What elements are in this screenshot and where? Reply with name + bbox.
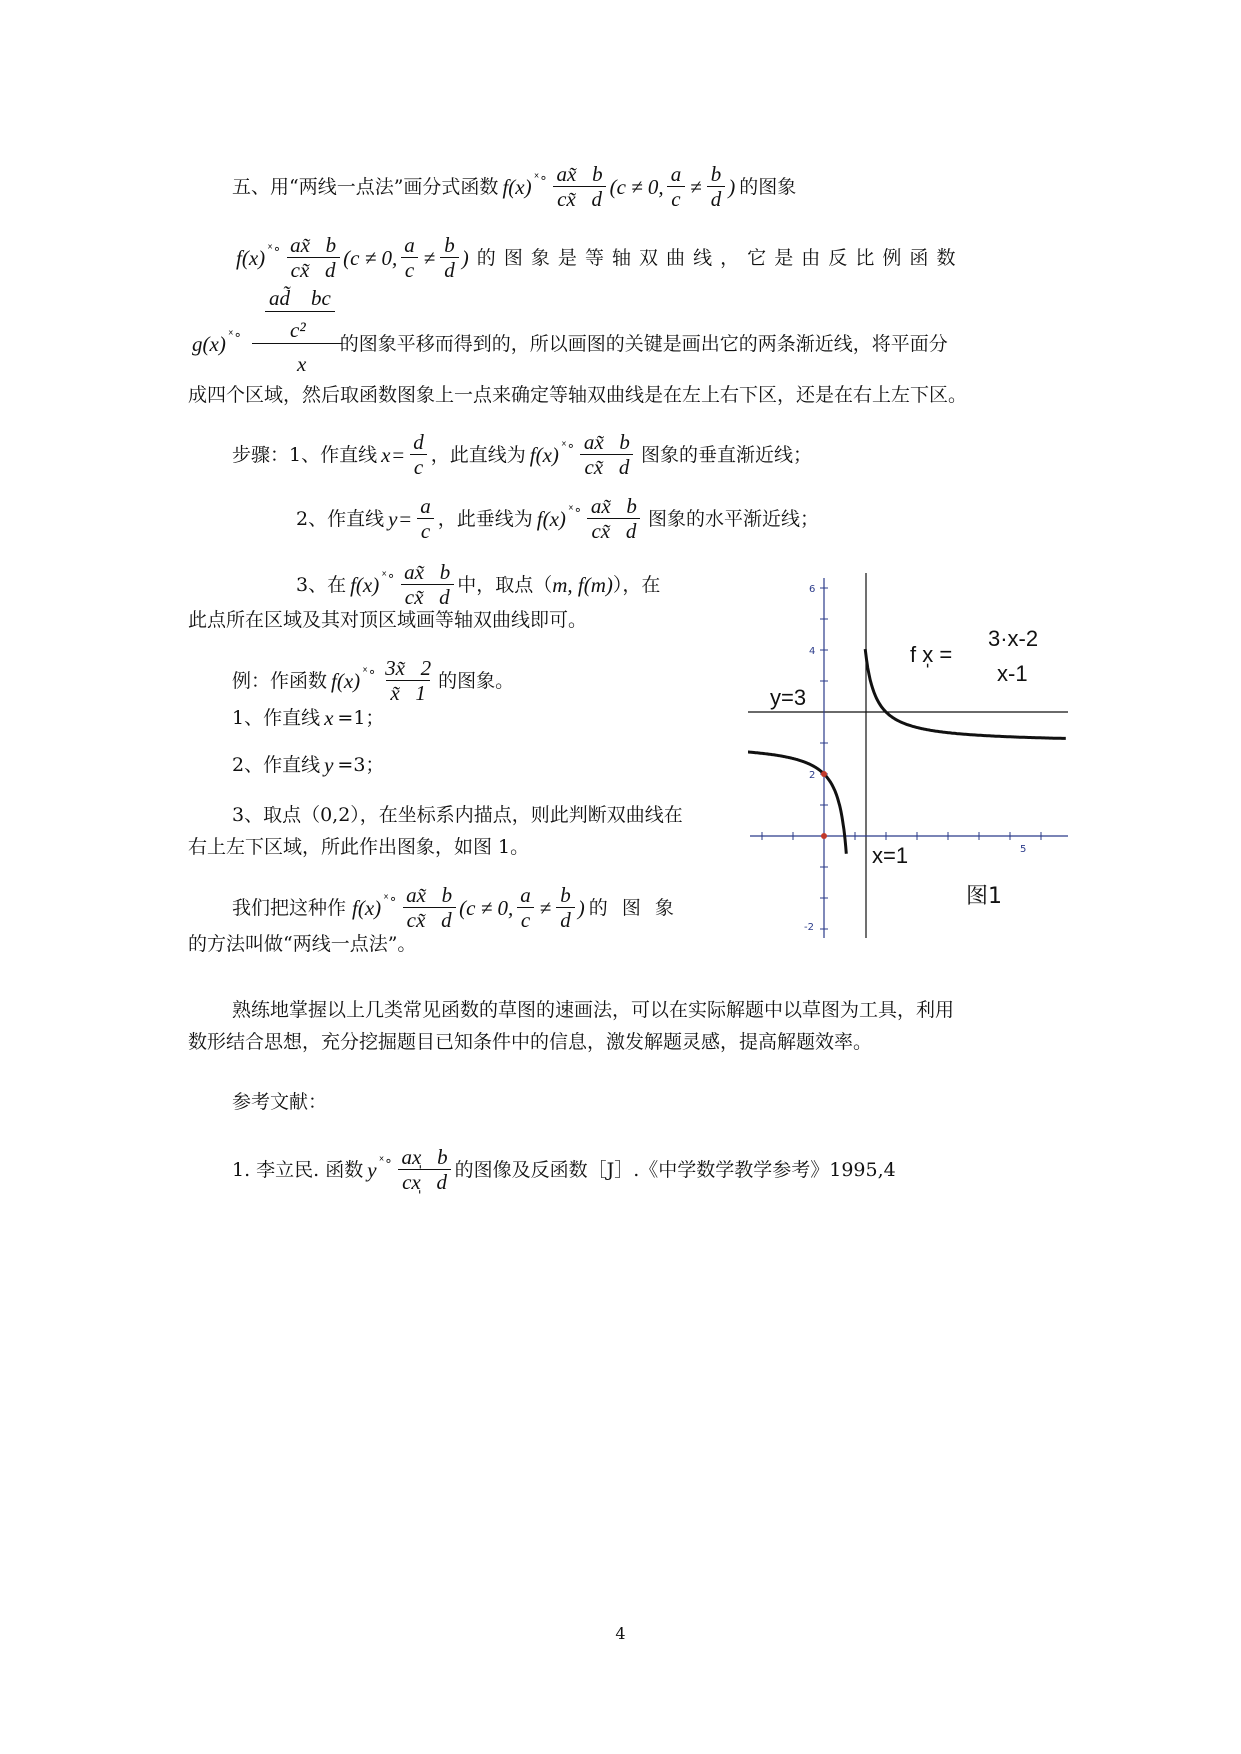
point-0-2 bbox=[821, 771, 827, 777]
fraction-ax-b: $\frac{ax̃ b}{cx̃ d}$ bbox=[587, 494, 641, 543]
label-y3: y=3 bbox=[770, 685, 807, 710]
method-line2: 的方法叫做“两线一点法”。 bbox=[188, 933, 417, 955]
fraction-ax-b: $\frac{ax̃ b}{cx̃ d}$ bbox=[580, 430, 634, 479]
figure-caption: 图1 bbox=[966, 884, 1002, 909]
para1-line1 bbox=[236, 233, 956, 282]
conclusion-line1: 熟练地掌握以上几类常见函数的草图的速画法，可以在实际解题中以草图为工具，利用 bbox=[232, 999, 955, 1021]
garbled-equals: ˣ∘ bbox=[533, 170, 548, 186]
garbled-equals: ˣ∘ bbox=[381, 568, 396, 584]
example: 例：作函数 f(x) ˣ∘ $\frac{3x̃ 2}{x̃ 1}$ 的图象。 bbox=[232, 656, 515, 705]
step1-eq: = bbox=[392, 442, 405, 467]
gx-numerator-top: ad̃ bc bbox=[265, 286, 335, 312]
garbled-equals: ˣ∘ bbox=[567, 502, 582, 518]
hyperbola-left-branch bbox=[748, 752, 846, 854]
hyperbola-right-branch bbox=[865, 649, 1066, 738]
step2: 2、作直线 y = $\frac{a}{c}$ ，此垂线为 f(x) ˣ∘ $\frac{ax̃ b}{cx̃ d}$ 图象的水平渐近线； bbox=[296, 494, 819, 543]
function-label: f x̩ = bbox=[910, 642, 953, 667]
fraction-a-c: $\frac{a}{c}$ bbox=[416, 494, 435, 543]
garbled-equals: ˣ∘ bbox=[560, 438, 575, 454]
fraction-b-d: $\frac{b}{d}$ bbox=[440, 233, 459, 282]
cond-close: ) bbox=[461, 245, 469, 270]
heading-suffix: 的图象 bbox=[739, 175, 797, 198]
fraction-ax-b: $\frac{ax̃ b}{cx̃ d}$ bbox=[400, 560, 454, 609]
fraction-3x-2: $\frac{3x̃ 2}{x̃ 1}$ bbox=[385, 656, 432, 705]
figure-1-graph bbox=[748, 573, 1078, 943]
function-numerator: 3·x-2 bbox=[988, 626, 1039, 651]
fx: f(x) bbox=[236, 245, 266, 270]
neq: ≠ bbox=[690, 174, 702, 199]
para1-mid: 的 图 象 是 等 轴 双 曲 线 ， 它 是 由 反 比 例 函 数 bbox=[476, 246, 957, 269]
tick-label-2: 2 bbox=[809, 770, 816, 781]
step1-x: x bbox=[381, 442, 391, 467]
page-number: 4 bbox=[615, 1624, 626, 1643]
neq: ≠ bbox=[423, 245, 436, 270]
section5-heading bbox=[232, 162, 796, 211]
fraction-ax-b: $\frac{ax̃ b}{cx̃ d}$ bbox=[286, 233, 340, 282]
fraction-ax-b: $\frac{ax̃ b}{cx̃ d}$ bbox=[553, 162, 607, 211]
cond-close: ) bbox=[728, 174, 736, 199]
fx: f(x) bbox=[331, 668, 361, 693]
cond-open: (c ≠ 0, bbox=[609, 174, 664, 199]
ex-step1: 1、作直线 x =1； bbox=[232, 706, 385, 730]
gx-numerator-bottom: c² bbox=[290, 318, 306, 342]
step3-line2: 此点所在区域及其对顶区域画等轴双曲线即可。 bbox=[188, 609, 588, 631]
fraction-b-d: $\frac{b}{d}$ bbox=[707, 162, 726, 211]
para1-line4: 成四个区域，然后取函数图象上一点来确定等轴双曲线是在左上右下区，还是在右上左下区。 bbox=[188, 384, 968, 406]
ex-step2: 2、作直线 y =3； bbox=[232, 753, 385, 777]
fraction-ax-b: $\frac{ax̃ b}{cx̃ d}$ bbox=[402, 883, 456, 932]
gx-denominator: x bbox=[297, 352, 307, 376]
label-x1: x=1 bbox=[872, 843, 909, 868]
fx: f(x) bbox=[529, 442, 559, 467]
fx: f(x) bbox=[502, 174, 532, 199]
step3-point: m, f(m) bbox=[552, 572, 613, 597]
conclusion-line2: 数形结合思想，充分挖掘题目已知条件中的信息，激发解题灵感，提高解题效率。 bbox=[188, 1031, 873, 1053]
step1: 步骤：1、作直线 x = $\frac{d}{c}$ ，此直线为 f(x) ˣ∘ $\frac{ax̃ b}{cx̃ d}$ 图象的垂直渐近线； bbox=[232, 430, 812, 479]
ex-step3-line2: 右上左下区域，所此作出图象，如图 1。 bbox=[188, 836, 530, 858]
reference-item-1: 1. 李立民. 函数 y ˣ∘ $\frac{ax̩ b}{cx̩ d}$ 的图像及反函数［J］.《中学数学教学参考》1995,4 bbox=[232, 1145, 896, 1194]
fx: f(x) bbox=[350, 572, 380, 597]
garbled-equals: ˣ∘ bbox=[267, 241, 282, 257]
function-denominator: x-1 bbox=[997, 661, 1028, 686]
cond-open: (c ≠ 0, bbox=[343, 245, 398, 270]
gx: g(x) bbox=[192, 332, 226, 356]
garbled-equals: ˣ∘ bbox=[227, 328, 242, 343]
origin-point bbox=[821, 833, 827, 839]
fraction-a-c: $\frac{a}{c}$ bbox=[667, 162, 686, 211]
step2-y: y bbox=[388, 506, 398, 531]
fraction-a-c: $\frac{a}{c}$ bbox=[400, 233, 419, 282]
tick-label-neg2: -2 bbox=[804, 922, 814, 933]
para1-line3-text: 的图象平移而得到的，所以画图的关键是画出它的两条渐近线，将平面分 bbox=[339, 333, 948, 355]
fraction-ax-b-ref: $\frac{ax̩ b}{cx̩ d}$ bbox=[398, 1145, 452, 1194]
garbled-equals: ˣ∘ bbox=[362, 664, 377, 680]
heading-prefix: 五、用“两线一点法”画分式函数 bbox=[232, 175, 499, 198]
fx: f(x) bbox=[536, 506, 566, 531]
garbled-equals: ˣ∘ bbox=[383, 891, 398, 907]
fraction-d-c: $\frac{d}{c}$ bbox=[409, 430, 428, 479]
fx: f(x) bbox=[352, 895, 382, 920]
references-heading: 参考文献： bbox=[232, 1091, 328, 1113]
method-line1: 我们把这种作 f(x) ˣ∘ $\frac{ax̃ b}{cx̃ d}$ (c ≠ 0, $\frac{a}{c}$ ≠ $\frac{b}{d}$ ) 的 图 象 bbox=[232, 883, 678, 932]
tick-label-4: 4 bbox=[809, 646, 816, 657]
fraction-b-d: $\frac{b}{d}$ bbox=[556, 883, 575, 932]
step3: 3、在 f(x) ˣ∘ $\frac{ax̃ b}{cx̃ d}$ 中，取点（ m, f(m) ），在 bbox=[296, 560, 661, 609]
garbled-equals: ˣ∘ bbox=[378, 1153, 393, 1169]
ex-step3-line1: 3、取点（0,2），在坐标系内描点，则此判断双曲线在 bbox=[232, 804, 683, 826]
step2-eq: = bbox=[399, 506, 412, 531]
tick-label-6: 6 bbox=[809, 584, 816, 595]
tick-label-5: 5 bbox=[1020, 844, 1027, 855]
fraction-a-c: $\frac{a}{c}$ bbox=[516, 883, 535, 932]
